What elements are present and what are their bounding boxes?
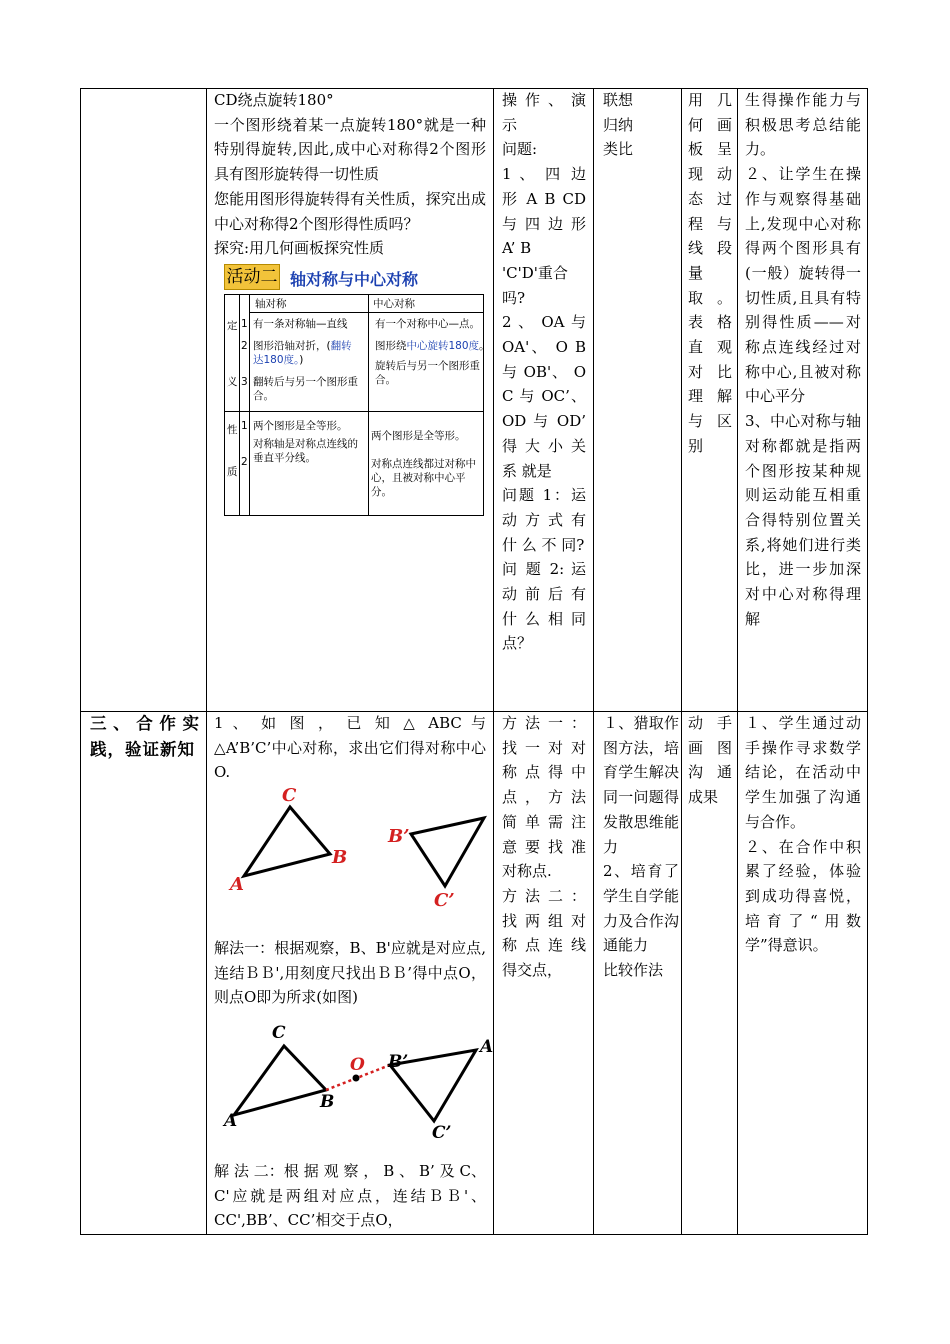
label-A: A: [230, 874, 244, 895]
activity-title: 轴对称与中心对称: [290, 270, 419, 289]
text: 联想: [603, 91, 634, 109]
content-paragraph: 一个图形绕着某一点旋转180°就是一种特别得旋转,因此,成中心对称得2个图形具有图形旋转得一切性质: [214, 115, 486, 184]
text: 归纳: [603, 115, 634, 134]
text: 生得操作能力与积极思考总结能力。: [745, 91, 861, 159]
col-divider: [737, 89, 738, 1234]
row2-solution1: [214, 936, 486, 1010]
row1-content: [214, 88, 486, 261]
stage-title: 三、合作实践，验证新知: [90, 714, 200, 759]
def-label: 义: [227, 376, 238, 388]
label-B-prime: B’: [388, 826, 410, 847]
text: 2 、 OA 与 OA'、 O B 与 OB'、 O C 与 OC’、OD 与 OD’ 得 大 小 关 系 就是: [502, 313, 586, 480]
content-line: CD绕点旋转180°: [214, 91, 334, 109]
row2-method: [603, 711, 679, 983]
solution-text: 解法一：根据观察，B、B'应就是对应点,连结ＢＢ',用刻度尺找出ＢＢ’得中点O，则点O即为所求(如图): [214, 939, 486, 1007]
prop-center-2: 对称点连线都过对称中心，且被对称中心平分。: [371, 458, 476, 498]
text: ２、在合作中积累了经验，体验到成功得喜悦，培育了“用数学”得意识。: [745, 837, 861, 955]
def-center-2: 图形绕中心旋转180度。: [375, 340, 490, 352]
label-B-prime: B’: [388, 1052, 409, 1072]
def-center-3: 旋转后与另一个图形重合。: [375, 360, 480, 386]
num: 2: [241, 456, 248, 468]
text: 'C'D'重合吗?: [502, 263, 568, 307]
text: 方 法 一 ： 找 一 对 对 称 点 得 中 点 ， 方 法 简 单 需 注 意 要 找 准 对称点.: [502, 714, 586, 881]
row2-media: [688, 711, 732, 810]
prop-axis-2: 对称轴是对称点连线的垂直平分线。: [253, 438, 358, 464]
text: 操 作 、 演示: [502, 91, 586, 134]
def-center-1: 有一个对称中心—点。: [375, 318, 480, 330]
activity-badge: 活动二: [224, 264, 280, 290]
row2-stage: [90, 711, 200, 763]
text: 问题:: [502, 140, 538, 159]
text: 类比: [603, 140, 634, 159]
text: 比较作法: [603, 961, 664, 980]
def-axis-2: 图形沿轴对折，(翻转 达180度。): [253, 340, 352, 366]
num: 1: [241, 318, 248, 330]
text: 问题 1：运 动 方 式 有 什 么 不 同?: [502, 486, 586, 554]
activity-comparison-figure: [224, 264, 490, 518]
text: ２、让学生在操作与观察得基础上,发现中心对称得两个图形具有(一般）旋转得一切性质,且具有特别得性质——对称点连线经过对称中心,且被对称中心平分: [745, 165, 861, 406]
content-paragraph: 您能用图形得旋转得有关性质，探究出成中心对称得2个图形得性质吗？: [214, 189, 486, 233]
text: 3、中心对称与轴对称都就是指两个图形按某种规则运动能互相重合得特别位置关系,将她们进行类比，进一步加深对中心对称得理解: [745, 412, 861, 628]
num: 3: [241, 376, 248, 388]
def-axis-1: 有一条对称轴—直线: [253, 318, 348, 330]
label-C-prime: C’: [432, 1123, 452, 1143]
row1-activity: [502, 88, 586, 656]
num: 1: [241, 420, 248, 432]
text: 2、培育了学生自学能力及合作沟通能力: [603, 862, 679, 955]
row1-goal: [745, 88, 861, 631]
label-C: C: [282, 785, 297, 806]
label-B: B: [332, 847, 348, 868]
text: 动 手 画图 沟 通 成果: [688, 714, 732, 807]
text: １、猎取作图方法，培育学生解决同一问题得发散思维能力: [603, 714, 679, 856]
row2-solution2: [214, 1159, 486, 1233]
comparison-table: [224, 294, 490, 516]
prop-center-1: 两个图形是全等形。: [371, 430, 466, 442]
label-O: O: [350, 1055, 365, 1075]
solution-text: 解 法 二：根 据 观 察 ， B 、 B’ 及 C、C'应就是两组对应点，连结ＢＢ'、CC',BB’、CC’相交于点O，: [214, 1162, 486, 1230]
text: 方 法 二 ： 找 两 组 对 称 点 连 线 得交点，: [502, 886, 586, 980]
problem-text: 1 、 如 图 ， 已 知 △ ABC 与 △A’B’C’中心对称，求出它们得对称中心O.: [214, 714, 486, 782]
label-A-prime: A: [480, 1037, 494, 1057]
text: １、学生通过动手操作寻求数学结论，在活动中学生加强了沟通与合作。: [745, 714, 861, 831]
label-C-prime: C’: [434, 890, 455, 911]
prop-label: 质: [227, 466, 238, 478]
header-axis: 轴对称: [255, 298, 287, 310]
header-center: 中心对称: [373, 298, 415, 310]
col-divider: [681, 89, 682, 1234]
text: 1 、 四 边 形 A B CD 与 四 边 形 A’ B: [502, 165, 586, 258]
label-A: A: [224, 1111, 238, 1131]
text: 问 题 2: 运 动 前 后 有 什 么 相 同 点？: [502, 560, 586, 653]
row2-goal: [745, 711, 861, 958]
prop-axis-1: 两个图形是全等形。: [253, 420, 348, 432]
figure-triangles-2: [222, 1018, 494, 1146]
col-divider: [593, 89, 594, 1234]
content-line: 探究:用几何画板探究性质: [214, 239, 385, 258]
col-divider: [206, 89, 207, 1234]
row1-method: [603, 88, 679, 162]
label-B: B: [320, 1092, 335, 1112]
text: 用 几 何 画 板 呈 现 动 态 过 程 与 线 段 量 取。 表 格 直 观 对 比 理 解 与 区 别: [688, 91, 732, 455]
row2-content: [214, 711, 486, 785]
row1-media: [688, 88, 732, 459]
def-axis-3: 翻转后与另一个图形重合。: [253, 376, 358, 402]
prop-label: 性: [227, 424, 238, 436]
def-label: 定: [227, 320, 238, 332]
figure-triangles-1: [226, 784, 496, 914]
label-C: C: [272, 1023, 286, 1043]
num: 2: [241, 340, 248, 352]
row2-activity: [502, 711, 586, 983]
